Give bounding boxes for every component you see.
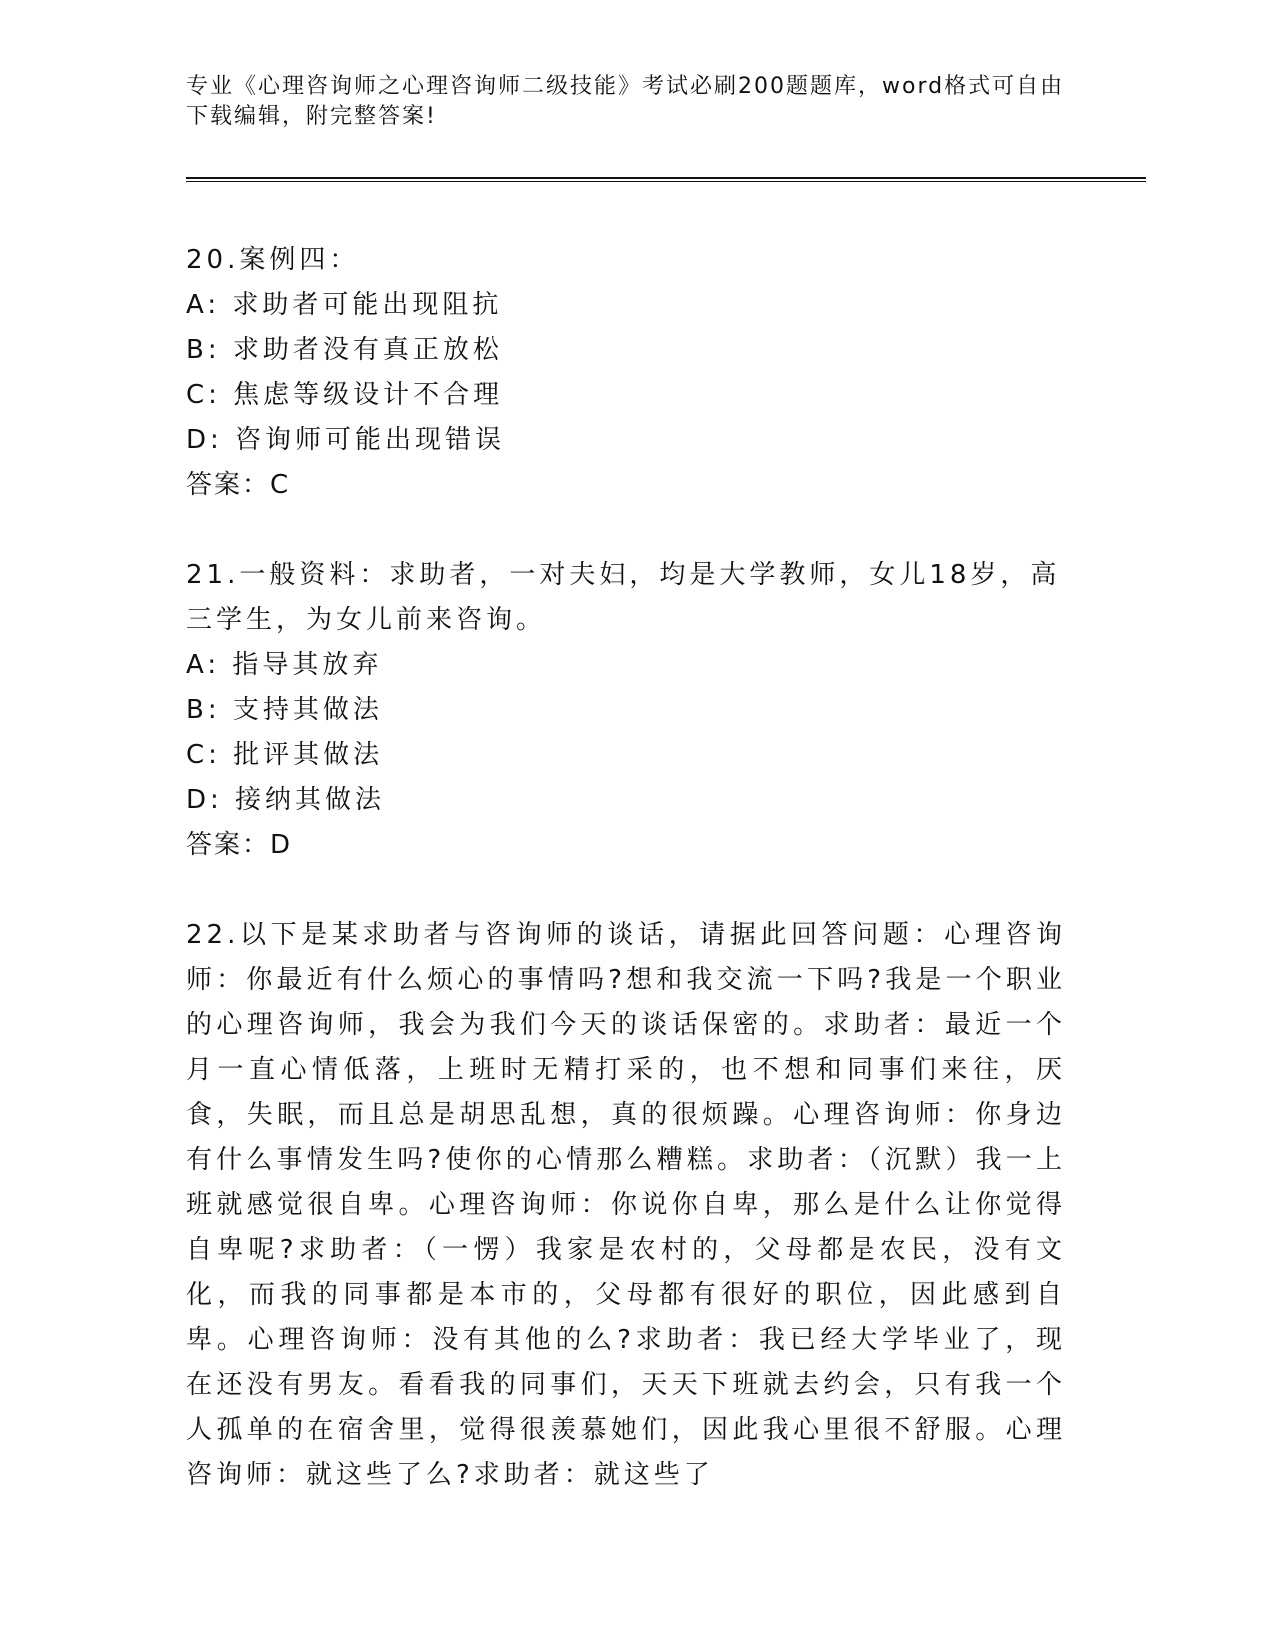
option-a: A: 求助者可能出现阻抗 bbox=[186, 290, 503, 320]
question-title: 21.一般资料：求助者，一对夫妇，均是大学教师，女儿18岁，高三学生，为女儿前来咨询。 bbox=[186, 560, 1061, 635]
option-d: D: 接纳其做法 bbox=[186, 785, 386, 815]
question-title: 22.以下是某求助者与咨询师的谈话，请据此回答问题：心理咨询师：你最近有什么烦心的事情吗?想和我交流一下吗?我是一个职业的心理咨询师，我会为我们今天的谈话保密的。求助者：最近一个月一直心情低落，上班时无精打采的，也不想和同事们来往，厌食，失眠，而且总是胡思乱想，真的很烦躁。心理咨询师：你身边有什么事情发生吗?使你的心情那么糟糕。求助者：（沉默）我一上班就感觉很自卑。心理咨询师：你说你自卑，那么是什么让你觉得自卑呢?求助者：（一愣）我家是农村的，父母都是农民，没有文化，而我的同事都是本市的，父母都有很好的职位，因此感到自卑。心理咨询师：没有其他的么?求助者：我已经大学毕业了，现在还没有男友。看看我的同事们，天天下班就去约会，只有我一个人孤单的在宿舍里，觉得很羡慕她们，因此我心里很不舒服。心理咨询师：就这些了么?求助者：就这些了 bbox=[186, 920, 1066, 1490]
answer-label: 答案：C bbox=[186, 470, 291, 500]
option-b: B: 求助者没有真正放松 bbox=[186, 335, 503, 365]
option-d: D: 咨询师可能出现错误 bbox=[186, 425, 506, 455]
option-a: A: 指导其放弃 bbox=[186, 650, 383, 680]
document-header: 专业《心理咨询师之心理咨询师二级技能》考试必刷200题题库，word格式可自由下载编辑，附完整答案! bbox=[186, 74, 1065, 129]
question-list bbox=[186, 238, 1066, 1543]
question-item bbox=[186, 553, 1066, 868]
question-item bbox=[186, 913, 1066, 1498]
answer-label: 答案：D bbox=[186, 830, 293, 860]
option-c: C: 焦虑等级设计不合理 bbox=[186, 380, 504, 410]
header-divider-thick bbox=[186, 177, 1146, 179]
header-divider-thin bbox=[186, 181, 1146, 182]
option-b: B: 支持其做法 bbox=[186, 695, 383, 725]
question-item bbox=[186, 238, 1066, 508]
question-title: 20.案例四： bbox=[186, 245, 360, 275]
option-c: C: 批评其做法 bbox=[186, 740, 384, 770]
